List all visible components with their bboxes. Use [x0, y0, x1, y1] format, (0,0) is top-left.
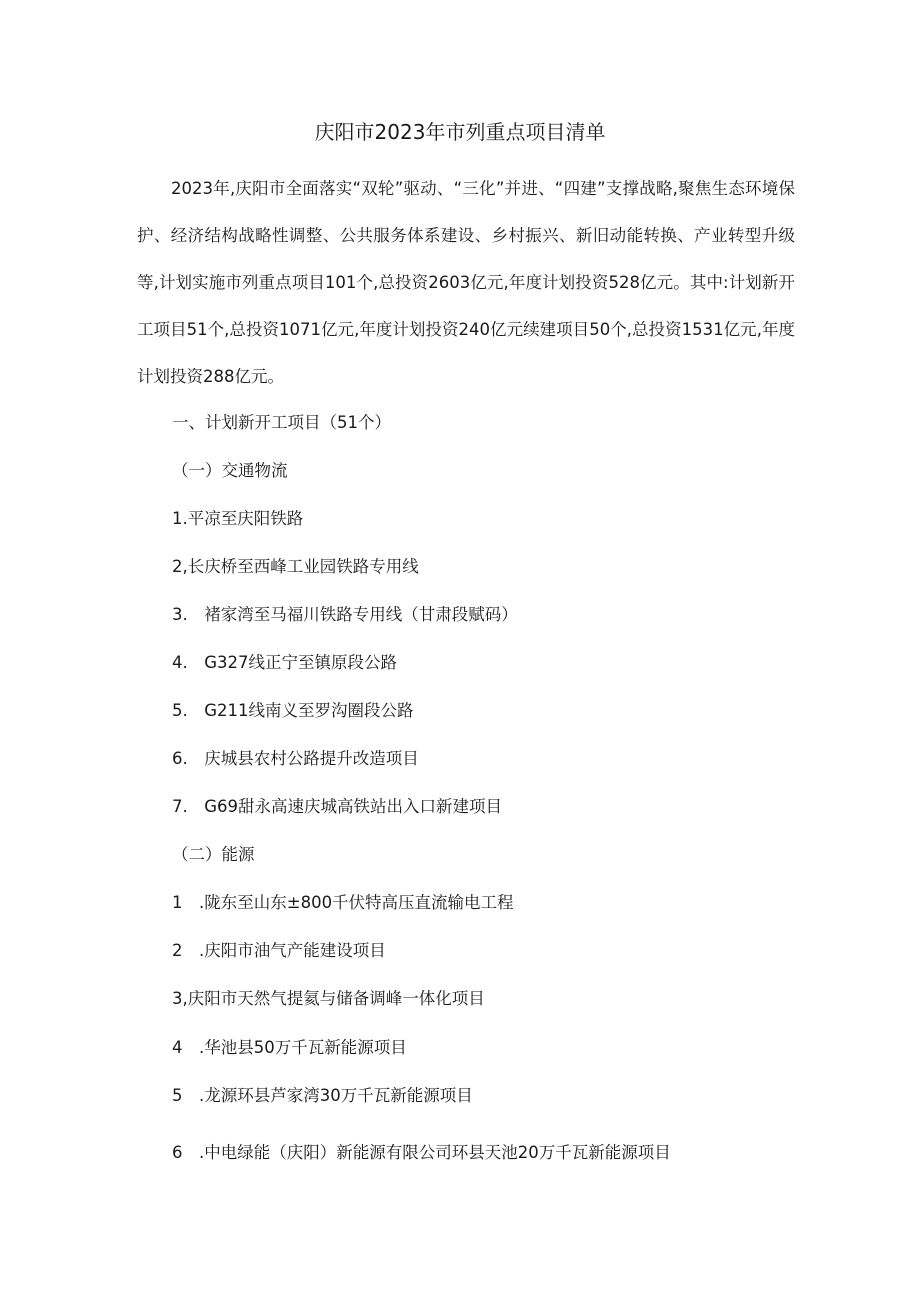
intro-paragraph: 2023年,庆阳市全面落实“双轮”驱动、“三化”并进、“四建”支撑战略,聚焦生态环境保护、经济结构战略性调整、公共服务体系建设、乡村振兴、新旧动能转换、产业转型升级等,计划实施市列重点项目101个,总投资2603亿元,年度计划投资528亿元。其中:计划新开工项目51个,总投资1071亿元,年度计划投资240亿元续建项目50个,总投资1531亿元,年度计划投资288亿元。 [137, 179, 795, 386]
list-item: 1.平凉至庆阳铁路 [172, 509, 304, 528]
list-item: 5. G211线南义至罗沟圈段公路 [172, 701, 414, 720]
list-item: 1 .陇东至山东±800千伏特高压直流输电工程 [172, 893, 514, 912]
list-item: 3. 褚家湾至马福川铁路专用线（甘肃段赋码） [172, 605, 518, 624]
list-item: 4 .华池县50万千瓦新能源项目 [172, 1038, 407, 1057]
list-item: 4. G327线正宁至镇原段公路 [172, 653, 398, 672]
document-title: 庆阳市2023年市列重点项目清单 [314, 120, 606, 144]
list-item: 7. G69甜永高速庆城高铁站出入口新建项目 [172, 797, 503, 816]
list-item: 6 .中电绿能（庆阳）新能源有限公司环县天池20万千瓦新能源项目 [172, 1143, 671, 1162]
list-item: 2,长庆桥至西峰工业园铁路专用线 [172, 557, 419, 576]
list-item: 5 .龙源环县芦家湾30万千瓦新能源项目 [172, 1086, 473, 1105]
section-heading-new-projects: 一、计划新开工项目（51个） [172, 413, 391, 432]
subsection-heading-energy: （二）能源 [172, 845, 255, 864]
list-item: 3,庆阳市天然气提氦与储备调峰一体化项目 [172, 989, 485, 1008]
subsection-heading-transport: （一）交通物流 [172, 461, 288, 480]
list-item: 2 .庆阳市油气产能建设项目 [172, 941, 386, 960]
list-item: 6. 庆城县农村公路提升改造项目 [172, 749, 419, 768]
